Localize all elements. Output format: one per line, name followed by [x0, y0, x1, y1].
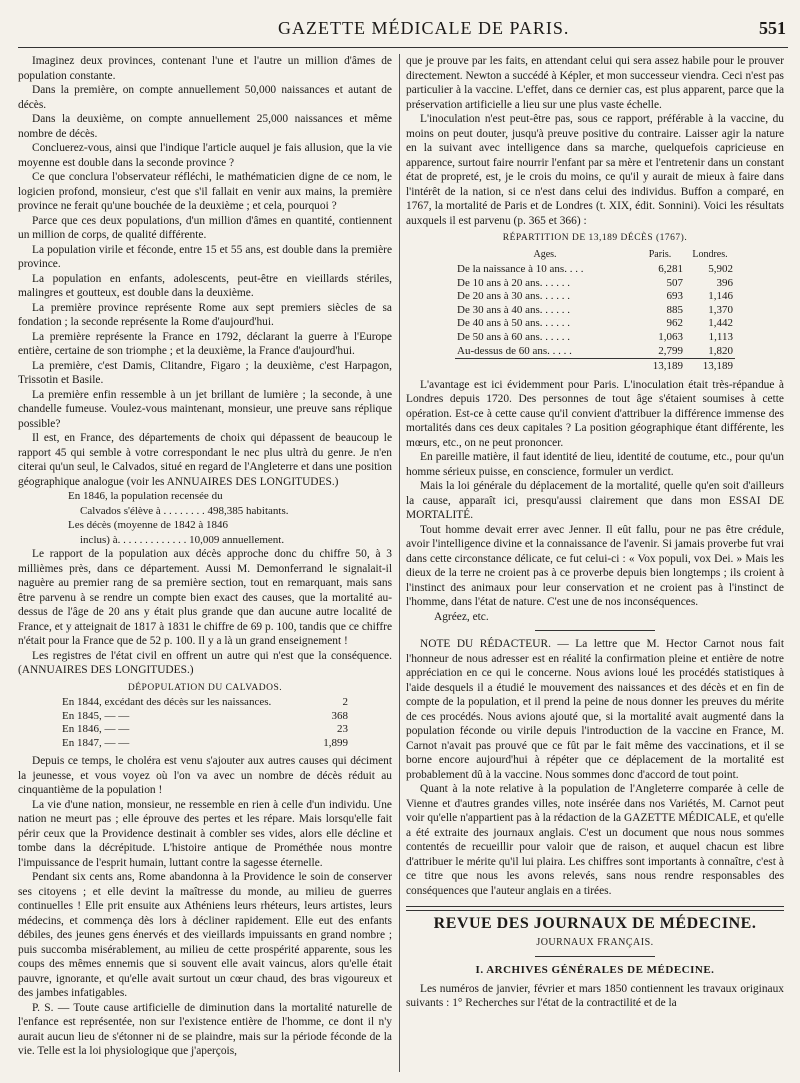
paragraph: La vie d'une nation, monsieur, ne ressemble en rien à celle d'un individu. Une nation ne meurt pas ; elle éprouve des pertes et les répare. Mais lorsqu'elle fait périr ceux que la Providence destinait à combler ses vides, alors elle décline et tombe dans la décrépitude. L'histoire antique de Prométhée nous montre l'impuissance de l'esprit humain, luttant contre la sagesse éternelle. — [18, 798, 392, 869]
population-quote — [68, 489, 392, 547]
londres-value: 5,902 — [708, 263, 733, 275]
table-row — [60, 723, 350, 737]
section-separator — [406, 906, 784, 911]
journal-title: GAZETTE MÉDICALE DE PARIS. — [278, 18, 570, 38]
paris-value: 1,063 — [658, 330, 683, 343]
page-number: 551 — [759, 18, 786, 38]
table-row — [60, 710, 350, 724]
paragraph: Dans la deuxième, on compte annuellement 25,000 naissances et même nombre de décès. — [18, 113, 392, 140]
row-label: En 1847, — — — [62, 736, 130, 749]
paragraph: La première enfin ressemble à un jet brillant de lumière ; la seconde, à une chandelle fumeuse. Voulez-vous maintenant, monsieur, une preuve sans réplique possible? — [18, 388, 392, 430]
age-label: Au-dessus de 60 ans. . . . . — [457, 344, 572, 357]
column-header: Paris. — [648, 248, 672, 260]
paragraph: Les numéros de janvier, février et mars 1850 contiennent les travaux originaux suivants : 1° Recherches sur l'état de la contractilité et de la — [406, 982, 784, 1010]
quote-line: inclus) à. . . . . . . . . . . . . 10,009 annuellement. — [80, 533, 285, 546]
paris-value: 885 — [666, 303, 683, 316]
age-label: De 30 ans à 40 ans. . . . . . — [457, 303, 571, 316]
row-label: En 1844, excédant des décès sur les naissances. — [62, 696, 272, 708]
paragraph: La première, c'est Damis, Clitandre, Figaro ; la deuxième, c'est Harpagon, Trissotin et Basile. — [18, 359, 392, 386]
page-header — [18, 8, 788, 48]
row-label: En 1845, — — — [62, 709, 130, 722]
repartition-table-title: RÉPARTITION DE 13,189 DÉCÈS (1767). — [502, 233, 688, 243]
paragraph: L'avantage est ici évidemment pour Paris. L'inoculation était très-répandue à Londres depuis 1720. Des personnes de tout âge s'étaient soumises à cette opération. Est-ce à cette cause qu'il convient d'attribuer la différence immense des mortalités dans ces deux capitales ? La position géographique étant différente, les mœurs, etc., on ne peut prononcer. — [406, 378, 784, 449]
paragraph: La population virile et féconde, entre 15 et 55 ans, est double dans la première province. — [18, 243, 392, 270]
paragraph: Concluerez-vous, ainsi que l'indique l'article auquel je fais allusion, que la vie moyenne est double dans la seconde province ? — [18, 142, 392, 169]
age-label: De 10 ans à 20 ans. . . . . . — [457, 276, 571, 289]
table-row — [455, 331, 735, 345]
left-column — [18, 54, 392, 1059]
total-londres: 13,189 — [685, 359, 735, 374]
signoff: Agréez, etc. — [434, 610, 489, 623]
paragraph: L'inoculation n'est peut-être pas, sous ce rapport, préférable à la vaccine, du moins on peut douter, jusqu'à preuve positive du contraire. Laisser agir la nature en la suivant avec intelligence dans sa marche, quelquefois capricieuse en apparence, surtout faire nourrir l'enfant par sa mère et l'entretenir dans un constant état de propreté, est, je le crois du moins, ce qu'il y aurait de mieux à faire dans l'intérêt de la nation, si ce n'est dans celui des individus. Buffon a comparé, en 1767, la mortalité de Paris et de Londres (t. XIX, édit. Sonnini). Voici les résultats auxquels il est parvenu (p. 365 et 366) : — [406, 113, 784, 227]
repartition-table — [455, 248, 735, 374]
londres-value: 1,442 — [708, 317, 733, 330]
column-divider — [399, 54, 400, 1072]
quote-line: Les décès (moyenne de 1842 à 1846 — [68, 519, 229, 531]
row-value: 1,899 — [323, 736, 348, 749]
paragraph: Imaginez deux provinces, contenant l'une et l'autre un million d'âmes de population constante. — [18, 55, 392, 82]
row-value: 368 — [331, 709, 348, 722]
age-label: De 40 ans à 50 ans. . . . . . — [457, 317, 571, 330]
table-total-row — [455, 359, 735, 374]
column-header: Londres. — [692, 248, 728, 260]
londres-value: 396 — [716, 276, 733, 289]
londres-value: 1,113 — [708, 330, 733, 343]
editor-note: NOTE DU RÉDACTEUR. — La lettre que M. Hector Carnot nous fait l'honneur de nous adresser est en réalité la confirmation pleine et entière de notre appréciation en ce qui le concerne. Nous avions loué les procédés statistiques à l'aide desquels il a étudié le mouvement des naissances et des décès et en fin de compte de la population, et il prend la peine de nous donner les preuves du mérite de ces procédés. Nous avions ajouté que, si la mortalité avait augmenté dans la population féconde ou virile depuis l'introduction de la vaccine en France, M. Carnot n'avait pas prouvé que ce fût par le fait même des vaccinations, et il se borne encore aujourd'hui à répéter que ce déplacement de la mortalité est probablement dû à la vaccine. Nous sommes donc d'accord de tout point. — [406, 638, 784, 781]
section-title: REVUE DES JOURNAUX DE MÉDECINE. — [433, 915, 757, 933]
table-row — [60, 737, 350, 751]
londres-value: 1,820 — [708, 344, 733, 357]
paragraph: Depuis ce temps, le choléra est venu s'ajouter aux autres causes qui déciment la jeunesse, et vous voyez où l'on va avec un nombre de décès réduit au cinquantième de la population ! — [18, 755, 392, 796]
depopulation-table — [60, 696, 350, 750]
paris-value: 962 — [666, 317, 683, 330]
paris-value: 507 — [666, 276, 683, 289]
paragraph: Tout homme devait errer avec Jenner. Il eût fallu, pour ne pas être crédule, avoir l'intelligence divine et la connaissance de l'avenir. Si jamais proverbe fut vrai dans cette circonstance délicate, ce fut celui-ci : « Vox populi, vox Dei. » Mais les dieux de la terre ne croient pas à ce proverbe depuis bien longtemps ; ils croient à l'instinct des animaux pour leur conservation et ne croient pas à l'instinct de l'homme, dans l'état de nature. C'est une de nos inconséquences. — [406, 523, 784, 609]
londres-value: 1,370 — [708, 303, 733, 316]
table-row — [60, 696, 350, 710]
column-header: Ages. — [533, 248, 557, 260]
paragraph: Il est, en France, des départements de choix qui dépassent de beaucoup le rapport 45 qui semble à votre correspondant le nec plus ultrà du genre. Je n'en citerai qu'un seul, le Calvados, situé en regard de l'Angleterre et dans une position géographique analogue (voir les ANNUAIRES DES LONGITUDES.) — [18, 432, 392, 488]
paragraph: Parce que ces deux populations, d'un million d'âmes en quantité, contiennent un million de corps, de qualité différente. — [18, 214, 392, 241]
paragraph: La première province représente Rome aux sept premiers siècles de sa fondation ; la seconde représente la Rome d'aujourd'hui. — [18, 301, 392, 328]
newspaper-page — [18, 8, 788, 1078]
total-paris: 13,189 — [635, 359, 685, 374]
age-label: De 20 ans à 30 ans. . . . . . — [457, 290, 571, 303]
subsection-title: JOURNAUX FRANÇAIS. — [536, 936, 654, 948]
paragraph: La population en enfants, adolescents, peut-être en vieillards stériles, malingres et goutteux, est double dans la deuxième. — [18, 272, 392, 299]
londres-value: 1,146 — [708, 290, 733, 303]
paris-value: 2,799 — [658, 344, 683, 357]
quote-line: En 1846, la population recensée du — [68, 490, 223, 502]
paragraph: La première représente la France en 1792, déclarant la guerre à l'Europe entière, certaine de son triomphe ; et la deuxième, la France d'aujourd'hui. — [18, 330, 392, 357]
paragraph: Pendant six cents ans, Rome abandonna à la Providence le soin de conserver ses citoyens ; et elle devint la maîtresse du monde, au milieu de guerres continuelles ! Elle prit ensuite aux Athéniens leurs rhéteurs, leurs artistes, leurs médecins, et commença dès lors à décliner rapidement. Elle eut des enfants débiles, des jeunes gens énervés et des vieillards impuissants en grand nombre ; puis succomba misérablement, au milieu de cette prospérité apparente, sous les coups des mêmes ennemis que si souvent elle avait vaincus, alors qu'elle était pauvre, ignorante, et qu'elle avait surtout un cœur chaud, des bras vigoureux et des jambes infatigables. — [18, 871, 392, 999]
divider — [535, 956, 655, 957]
depopulation-table-title: DÉPOPULATION DU CALVADOS. — [127, 682, 283, 693]
table-row — [455, 345, 735, 359]
journal-heading: I. ARCHIVES GÉNÉRALES DE MÉDECINE. — [475, 964, 715, 977]
paris-value: 6,281 — [658, 263, 683, 275]
paragraph: Dans la première, on compte annuellement 50,000 naissances et autant de décès. — [18, 84, 392, 111]
paragraph: P. S. — Toute cause artificielle de diminution dans la mortalité naturelle de l'enfance est représentée, non sur l'existence entière de l'homme, ce dont il n'y aurait aucun lieu de s'étonner ni de se plaindre, mais sur la période féconde de la vie. Telle est la loi physiologique que j'aperçois, — [18, 1001, 392, 1057]
right-column — [406, 54, 784, 1011]
table-row — [455, 290, 735, 304]
paragraph: Le rapport de la population aux décès approche donc du chiffre 50, à 3 millièmes près, dans ce département. Aussi M. Demonferrand le signalait-il naguère au premier rang de sa première section, tout en remarquant, mais sans être parvenu à se rendre un compte bien exact des causes, que la mortalité au-dessus de l'âge de 20 ans y était plus grande que dan aucune autre localité de France, et y atteignait de 1817 à 1831 le chiffre de 69 p. 100, tandis que ce chiffre n'était pour la France que de 52 p. 100. Il y a là un grand enseignement ! — [18, 548, 392, 647]
table-row — [455, 277, 735, 291]
row-value: 23 — [337, 723, 348, 735]
age-label: De la naissance à 10 ans. . . . — [457, 263, 584, 275]
table-row — [455, 317, 735, 331]
table-header-row — [455, 248, 735, 264]
row-value: 2 — [342, 696, 348, 708]
row-label: En 1846, — — — [62, 723, 130, 735]
table-row — [455, 263, 735, 277]
quote-line: Calvados s'élève à . . . . . . . . 498,385 habitants. — [80, 504, 289, 517]
age-label: De 50 ans à 60 ans. . . . . . — [457, 330, 571, 343]
paragraph: En pareille matière, il faut identité de lieu, identité de coutume, etc., pour qu'un homme sérieux puisse, en conscience, formuler un verdict. — [406, 451, 784, 478]
paragraph: que je prouve par les faits, en attendant celui qui sera assez habile pour le prouver directement. Newton a succédé à Képler, et mon successeur viendra. Ceci n'est pas particulier à la vaccine. L'effet, dans ce dernier cas, est plus apparent, parce que la préservation artificielle a lieu sur une plus vaste échelle. — [406, 55, 784, 111]
divider — [535, 630, 655, 631]
table-row — [455, 304, 735, 318]
paris-value: 693 — [666, 290, 683, 303]
paragraph: Ce que conclura l'observateur réfléchi, le mathématicien digne de ce nom, le logicien profond, monsieur, c'est que s'il fallait en venir aux mains, la première province ne ferait qu'une bouchée de la deuxième ; et cela, pourquoi ? — [18, 171, 392, 212]
paragraph: Quant à la note relative à la population de l'Angleterre comparée à celle de Vienne et d'autres grandes villes, note insérée dans nos Variétés, M. Carnot peut voir qu'elle n'appartient pas à la rédaction de la GAZETTE MÉDICALE, et qu'elle a été extraite des journaux anglais. C'est un document que nous nous sommes contentés de recueillir pour valoir que de raison, et auquel chacun est libre d'attribuer le mérite qu'il lui plaira. Les chiffres sont importants à connaître, c'est à ce titre que nous les avons relevés, sans nous rendre responsables des conséquences que l'auteur anglais en a tirées. — [406, 783, 784, 897]
paragraph: Mais la loi générale du déplacement de la mortalité, quelle qu'en soit d'ailleurs la cause, apparaît ici, presqu'aussi clairement que dans mon ESSAI DE MORTALITÉ. — [406, 480, 784, 522]
paragraph: Les registres de l'état civil en offrent un autre qui n'est que la conséquence. (ANNUAIRES DES LONGITUDES.) — [18, 649, 392, 676]
